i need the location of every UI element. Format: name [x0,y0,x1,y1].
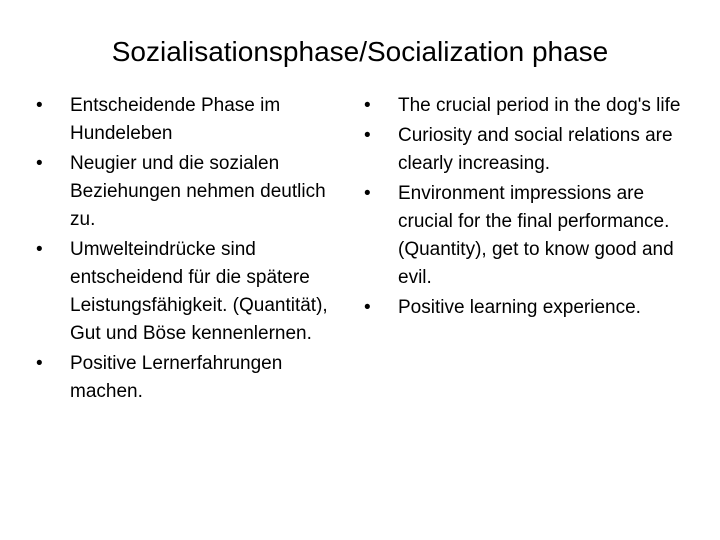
bullet-item [36,350,356,406]
right-column-english [364,92,684,324]
bullet-item [364,122,684,178]
bullet-text: Entscheidende Phase im Hundeleben [70,95,281,144]
bullet-list-left [36,92,356,406]
bullet-icon: • [364,125,371,146]
bullet-icon: • [36,95,43,116]
bullet-text: Umwelteindrücke sind entscheidend für die spätere Leistungsfähigkeit. (Quantität), Gut und Böse kennenlernen. [70,239,328,344]
bullet-item [36,236,356,348]
bullet-item [364,92,684,120]
bullet-text: Curiosity and social relations are clearly increasing. [398,125,673,174]
bullet-text: Neugier und die sozialen Beziehungen nehmen deutlich zu. [70,153,326,230]
bullet-icon: • [36,353,43,374]
bullet-item [36,150,356,234]
slide-title: Sozialisationsphase/Socialization phase [111,36,609,67]
bullet-text: The crucial period in the dog's life [398,95,681,116]
bullet-item [364,294,684,322]
bullet-icon: • [364,297,371,318]
bullet-text: Positive Lernerfahrungen machen. [70,353,283,402]
left-column-german [36,92,356,408]
bullet-icon: • [364,95,371,116]
bullet-text: Positive learning experience. [398,297,641,318]
bullet-item [364,180,684,292]
bullet-item [36,92,356,148]
bullet-icon: • [364,183,371,204]
bullet-list-right [364,92,684,322]
bullet-text: Environment impressions are crucial for the final performance. (Quantity), get to know good and evil. [398,183,674,288]
bullet-icon: • [36,239,43,260]
bullet-icon: • [36,153,43,174]
